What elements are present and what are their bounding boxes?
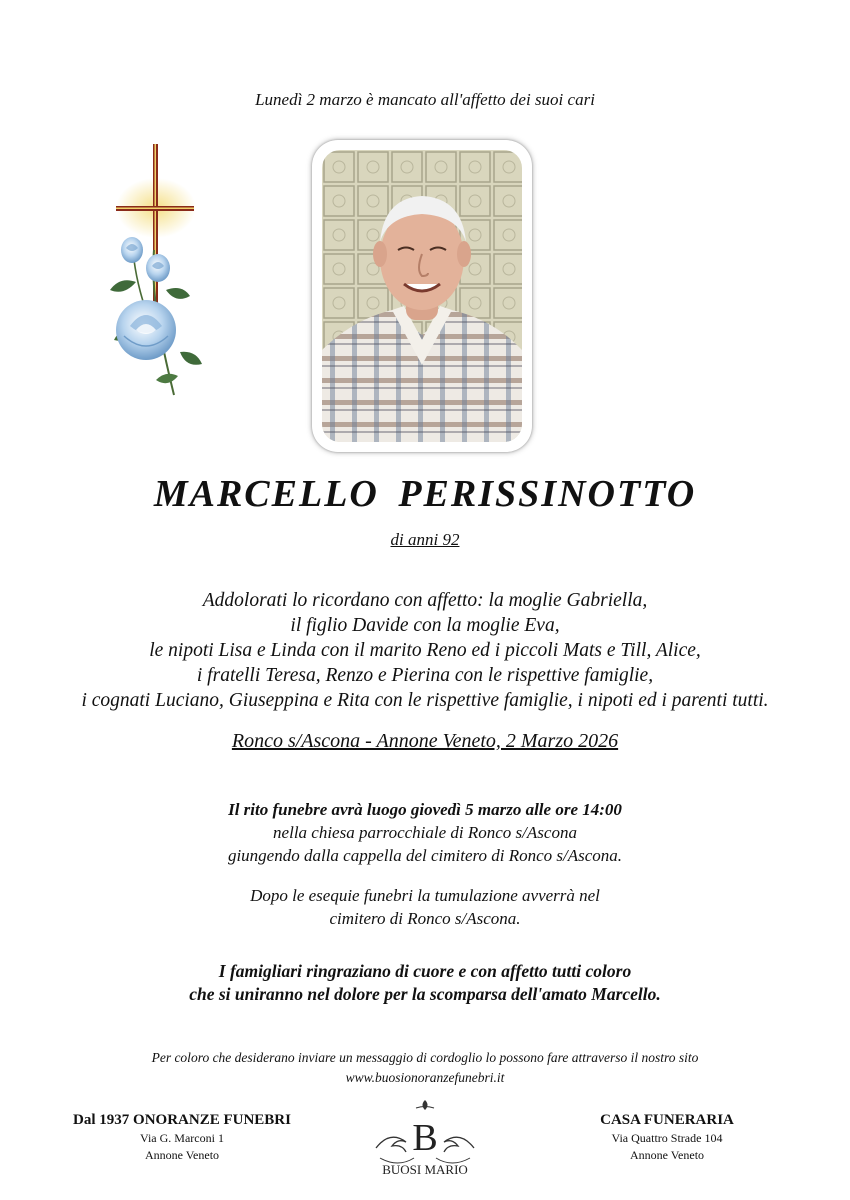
mourners-line: Addolorati lo ricordano con affetto: la moglie Gabriella,	[202, 590, 648, 611]
place-date: Ronco s/Ascona - Annone Veneto, 2 Marzo 2026	[231, 730, 619, 752]
footer-right-address: Via Quattro Strade 104	[611, 1131, 723, 1145]
funeral-details	[0, 798, 850, 867]
burial-line: Dopo le esequie funebri la tumulazione avverrà nel	[250, 886, 600, 905]
funeral-procession: giungendo dalla cappella del cimitero di Ronco s/Ascona.	[227, 846, 623, 865]
footer-funeral-home	[52, 1110, 312, 1164]
footer-right-city: Annone Veneto	[629, 1148, 705, 1162]
funeral-headline: Il rito funebre avrà luogo giovedì 5 marzo alle ore 14:00	[228, 800, 622, 819]
mourners-line: il figlio Davide con la moglie Eva,	[290, 615, 560, 636]
cross-with-roses-icon	[96, 140, 226, 415]
thanks-message	[0, 960, 850, 1006]
mourners-line: le nipoti Lisa e Linda con il marito Reno ed i piccoli Mats e Till, Alice,	[149, 640, 701, 661]
portrait-frame	[312, 140, 532, 452]
footer-funeral-house	[537, 1110, 797, 1164]
buosi-mario-logo	[372, 1098, 478, 1180]
mourners-list	[0, 588, 850, 713]
burial-details	[0, 884, 850, 930]
thanks-line: che si uniranno nel dolore per la scomparsa dell'amato Marcello.	[189, 984, 661, 1004]
mourners-line: i fratelli Teresa, Renzo e Pierina con le rispettive famiglie,	[196, 665, 654, 686]
condolence-text: Per coloro che desiderano inviare un messaggio di cordoglio lo possono fare attraverso il nostro sito	[151, 1050, 699, 1065]
website-link[interactable]: www.buosionoranzefunebri.it	[345, 1070, 505, 1085]
burial-line: cimitero di Ronco s/Ascona.	[329, 909, 521, 928]
condolence-message	[0, 1048, 850, 1088]
logo-text: BUOSI MARIO	[382, 1162, 468, 1177]
thanks-line: I famigliari ringraziano di cuore e con affetto tutti coloro	[218, 961, 632, 981]
footer-left-city: Annone Veneto	[144, 1148, 220, 1162]
deceased-age: di anni 92	[390, 530, 460, 549]
funeral-church: nella chiesa parrocchiale di Ronco s/Ascona	[273, 823, 577, 842]
deceased-name: MARCELLO PERISSINOTTO	[153, 473, 697, 515]
mourners-line: i cognati Luciano, Giuseppina e Rita con le rispettive famiglie, i nipoti ed i parenti tutti.	[81, 690, 769, 711]
logo-letter: B	[412, 1117, 438, 1159]
intro-line: Lunedì 2 marzo è mancato all'affetto dei suoi cari	[255, 90, 595, 109]
footer-left-address: Via G. Marconi 1	[140, 1131, 224, 1145]
footer-right-title: CASA FUNERARIA	[600, 1112, 734, 1128]
portrait-photo	[322, 150, 522, 442]
footer-left-title: Dal 1937 ONORANZE FUNEBRI	[73, 1112, 291, 1128]
